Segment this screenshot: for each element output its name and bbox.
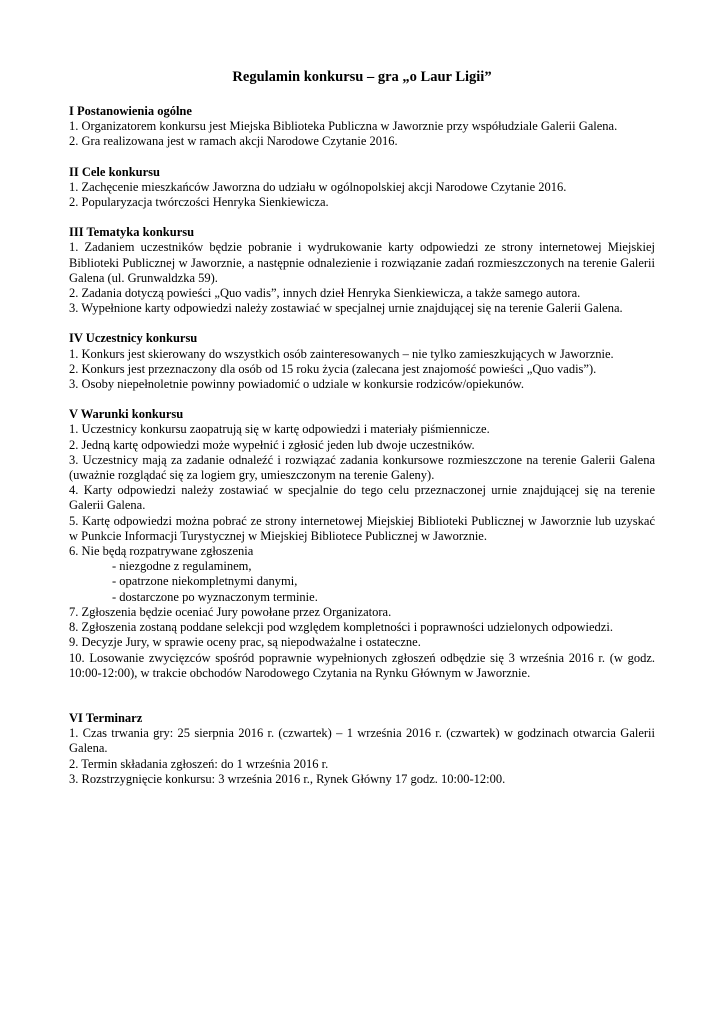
paragraph: 1. Zadaniem uczestników będzie pobranie i wydrukowanie karty odpowiedzi ze strony internetowej Miejskiej Biblioteki Publicznej w Jaworznie, a następnie odnalezienie i rozwiązanie zadań rozmieszczonych na terenie Galerii Galena (ul. Grunwaldzka 59). <box>69 240 655 285</box>
paragraph: 1. Konkurs jest skierowany do wszystkich osób zainteresowanych – nie tylko zamieszkujących w Jaworznie. <box>69 346 614 361</box>
paragraph: 2. Jedną kartę odpowiedzi może wypełnić i zgłosić jeden lub dwoje uczestników. <box>69 437 475 452</box>
paragraph: 4. Karty odpowiedzi należy zostawiać w specjalnie do tego celu przeznaczonej urnie znajdującej się na terenie Galerii Galena. <box>69 483 655 513</box>
paragraph: 1. Czas trwania gry: 25 sierpnia 2016 r. (czwartek) – 1 września 2016 r. (czwartek) w godzinach otwarcia Galerii Galena. <box>69 726 655 756</box>
paragraph: 3. Rozstrzygnięcie konkursu: 3 września 2016 r., Rynek Główny 17 godz. 10:00-12:00. <box>69 771 506 786</box>
paragraph: 2. Konkurs jest przeznaczony dla osób od 15 roku życia (zalecana jest znajomość powieści „Quo vadis”). <box>69 361 597 376</box>
sub-item: - niezgodne z regulaminem, <box>112 559 252 574</box>
paragraph: 1. Zachęcenie mieszkańców Jaworzna do udziału w ogólnopolskiej akcji Narodowe Czytanie 2016. <box>69 179 567 194</box>
paragraph: 7. Zgłoszenia będzie oceniać Jury powołane przez Organizatora. <box>69 604 392 619</box>
sub-item: - opatrzone niekompletnymi danymi, <box>112 574 298 589</box>
section-heading: I Postanowienia ogólne <box>69 104 192 118</box>
paragraph: 2. Zadania dotyczą powieści „Quo vadis”, innych dzieł Henryka Sienkiewicza, a także samego autora. <box>69 286 581 301</box>
paragraph: 6. Nie będą rozpatrywane zgłoszenia <box>69 544 254 559</box>
section-heading: III Tematyka konkursu <box>69 225 195 240</box>
paragraph: 1. Uczestnicy konkursu zaopatrują się w kartę odpowiedzi i materiały piśmiennicze. <box>69 422 490 437</box>
section-heading: IV Uczestnicy konkursu <box>69 331 198 346</box>
paragraph: 3. Wypełnione karty odpowiedzi należy zostawiać w specjalnej urnie znajdującej się na terenie Galerii Galena. <box>69 301 623 316</box>
section-general-provisions <box>69 104 655 150</box>
paragraph: 9. Decyzje Jury, w sprawie oceny prac, są niepodważalne i ostateczne. <box>69 635 421 650</box>
section-heading: VI Terminarz <box>69 710 143 725</box>
section-goals <box>69 165 655 211</box>
section-heading: II Cele konkursu <box>69 164 160 179</box>
paragraph: 3. Uczestnicy mają za zadanie odnaleźć i rozwiązać zadania konkursowe rozmieszczone na terenie Galerii Galena (uważnie rozglądać się za logiem gry, umieszczonym na terenie Galeny). <box>69 452 655 483</box>
paragraph: 1. Organizatorem konkursu jest Miejska Biblioteka Publiczna w Jaworznie przy współudziale Galerii Galena. <box>69 119 618 134</box>
paragraph: 3. Osoby niepełnoletnie powinny powiadomić o udziale w konkursie rodziców/opiekunów. <box>69 377 524 392</box>
paragraph: 2. Termin składania zgłoszeń: do 1 września 2016 r. <box>69 756 329 771</box>
paragraph: 10. Losowanie zwycięzców spośród poprawnie wypełnionych zgłoszeń odbędzie się 3 września 2016 r. (w godz. 10:00-12:00), w trakcie obchodów Narodowego Czytania na Rynku Głównym w Jaworznie. <box>69 650 655 680</box>
paragraph: 2. Gra realizowana jest w ramach akcji Narodowe Czytanie 2016. <box>69 134 398 149</box>
document-page <box>69 68 655 802</box>
sub-item: - dostarczone po wyznaczonym terminie. <box>112 589 318 604</box>
section-heading: V Warunki konkursu <box>69 407 184 422</box>
paragraph: 2. Popularyzacja twórczości Henryka Sienkiewicza. <box>69 195 329 210</box>
section-conditions <box>69 407 655 681</box>
paragraph: 8. Zgłoszenia zostaną poddane selekcji pod względem kompletności i poprawności udzielonych odpowiedzi. <box>69 620 613 635</box>
document-title: Regulamin konkursu – gra „o Laur Ligii” <box>232 69 492 85</box>
section-schedule <box>69 711 655 787</box>
section-topics <box>69 225 655 316</box>
section-participants <box>69 331 655 392</box>
paragraph: 5. Kartę odpowiedzi można pobrać ze strony internetowej Miejskiej Biblioteki Publicznej w Jaworznie lub uzyskać w Punkcie Informacji Turystycznej w Miejskiej Bibliotece Publicznej w Jaworznie. <box>69 513 655 543</box>
